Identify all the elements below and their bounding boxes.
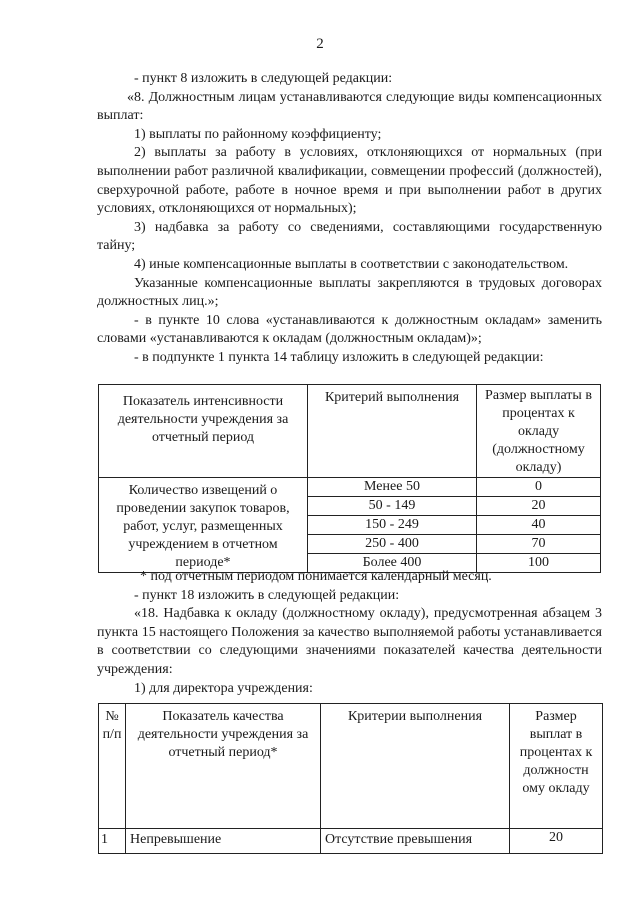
table-cell: Непревышение xyxy=(126,829,321,854)
table-cell: 70 xyxy=(477,535,601,554)
paragraph: «8. Должностным лицам устанавливаются следующие виды компенсационных выплат: xyxy=(97,89,602,124)
quality-table xyxy=(98,703,603,854)
table-header: Критерии выполнения xyxy=(321,704,510,829)
paragraph: - в пункте 10 слова «устанавливаются к должностным окладам» заменить словами «устанавливаются к окладам (должностным окладам)»; xyxy=(97,312,602,347)
paragraph: - пункт 8 изложить в следующей редакции: xyxy=(134,71,393,86)
paragraph: 4) иные компенсационные выплаты в соответствии с законодательством. xyxy=(134,256,569,272)
table-header: Критерий выполнения xyxy=(308,385,477,478)
body-text xyxy=(97,70,602,368)
table-cell: 150 - 249 xyxy=(308,516,477,535)
table-header: № п/п xyxy=(99,704,126,829)
table-cell: 50 - 149 xyxy=(308,497,477,516)
paragraph: - в подпункте 1 пункта 14 таблицу изложить в следующей редакции: xyxy=(134,349,544,365)
intensity-table xyxy=(98,384,601,573)
paragraph: 3) надбавка за работу со сведениями, составляющими государственную тайну; xyxy=(97,219,602,254)
table-cell: Отсутствие превышения xyxy=(321,829,510,854)
paragraph: Указанные компенсационные выплаты закрепляются в трудовых договорах должностных лиц.»; xyxy=(97,275,602,310)
table-cell: 0 xyxy=(477,478,601,497)
footnote: * под отчетным периодом понимается календарный месяц. xyxy=(140,569,492,584)
table-cell: 100 xyxy=(477,554,601,573)
table-header: Показатель интенсивности деятельности учреждения за отчетный период xyxy=(99,385,308,478)
table-header: Размер выплаты в процентах к окладу (должностному окладу) xyxy=(477,385,601,478)
table-cell: 20 xyxy=(477,497,601,516)
table-header: Показатель качества деятельности учреждения за отчетный период* xyxy=(126,704,321,829)
table-indicator-cell: Количество извещений о проведении закупок товаров, работ, услуг, размещенных учреждением в отчетном периоде* xyxy=(99,478,308,573)
table-cell: 40 xyxy=(477,516,601,535)
table-cell: 250 - 400 xyxy=(308,535,477,554)
paragraph: - пункт 18 изложить в следующей редакции: xyxy=(134,587,400,603)
table-cell: Более 400 xyxy=(308,554,477,573)
paragraph: 1) для директора учреждения: xyxy=(134,680,313,696)
body-text-continued xyxy=(97,568,602,698)
table-cell: 20 xyxy=(510,829,603,854)
paragraph: «18. Надбавка к окладу (должностному окладу), предусмотренная абзацем 3 пункта 15 настоящего Положения за качество выполняемой работы устанавливается в соответствии со следующими значениями показателей качества деятельности учреждения: xyxy=(97,606,602,677)
table-cell: 1 xyxy=(99,829,126,854)
table-header: Размер выплат в процентах к должностн ому окладу xyxy=(510,704,603,829)
table-cell: Менее 50 xyxy=(308,478,477,497)
paragraph: 1) выплаты по районному коэффициенту; xyxy=(134,126,382,142)
page-number: 2 xyxy=(316,36,324,52)
paragraph: 2) выплаты за работу в условиях, отклоняющихся от нормальных (при выполнении работ различной квалификации, совмещении профессий (должностей), сверхурочной работе, работе в ночное время и при выполнении работ в других условиях, отклоняющихся от нормальных); xyxy=(97,145,602,217)
